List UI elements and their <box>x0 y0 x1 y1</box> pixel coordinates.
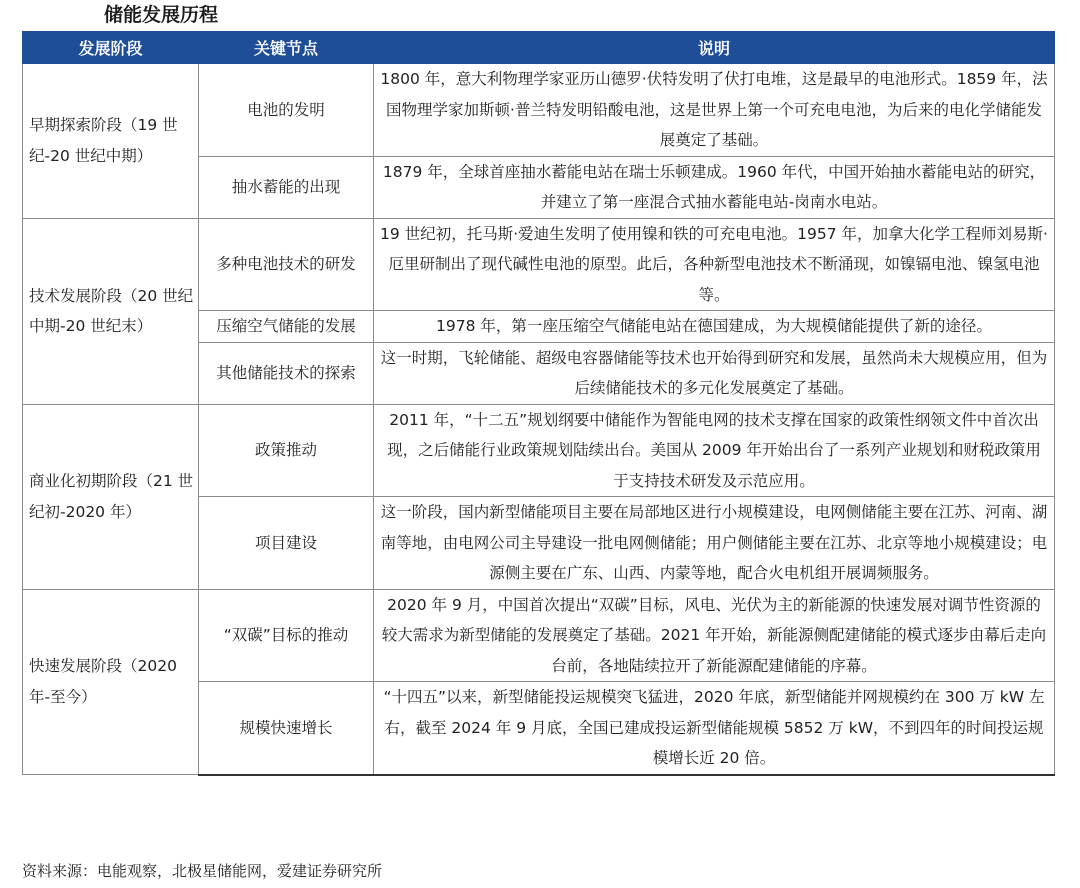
node-cell: 电池的发明 <box>199 64 374 157</box>
table-row <box>23 404 1055 497</box>
table-row <box>23 64 1055 157</box>
desc-cell: 1879 年，全球首座抽水蓄能电站在瑞士乐顿建成。1960 年代，中国开始抽水蓄能电站的研究，并建立了第一座混合式抽水蓄能电站-岗南水电站。 <box>374 156 1055 218</box>
desc-cell: 1978 年，第一座压缩空气储能电站在德国建成，为大规模储能提供了新的途径。 <box>374 311 1055 343</box>
desc-cell: 1800 年，意大利物理学家亚历山德罗·伏特发明了伏打电堆，这是最早的电池形式。1859 年，法国物理学家加斯顿·普兰特发明铅酸电池，这是世界上第一个可充电电池，为后来的电化学储能发展奠定了基础。 <box>374 64 1055 157</box>
desc-cell: “十四五”以来，新型储能投运规模突飞猛进，2020 年底，新型储能并网规模约在 300 万 kW 左右，截至 2024 年 9 月底，全国已建成投运新型储能规模 5852 万 kW，不到四年的时间投运规模增长近 20 倍。 <box>374 682 1055 775</box>
header-desc: 说明 <box>374 32 1055 64</box>
table-row <box>23 589 1055 682</box>
history-table <box>22 31 1055 776</box>
node-cell: 政策推动 <box>199 404 374 497</box>
desc-cell: 这一阶段，国内新型储能项目主要在局部地区进行小规模建设，电网侧储能主要在江苏、河南、湖南等地，由电网公司主导建设一批电网侧储能；用户侧储能主要在江苏、北京等地小规模建设；电源侧主要在广东、山西、内蒙等地，配合火电机组开展调频服务。 <box>374 497 1055 590</box>
stage-cell: 技术发展阶段（20 世纪中期-20 世纪末） <box>23 218 199 404</box>
table-row <box>23 218 1055 311</box>
node-cell: 多种电池技术的研发 <box>199 218 374 311</box>
stage-cell: 商业化初期阶段（21 世纪初-2020 年） <box>23 404 199 589</box>
desc-cell: 2011 年，“十二五”规划纲要中储能作为智能电网的技术支撑在国家的政策性纲领文件中首次出现，之后储能行业政策规划陆续出台。美国从 2009 年开始出台了一系列产业规划和财税政策用于支持技术研发及示范应用。 <box>374 404 1055 497</box>
stage-cell: 快速发展阶段（2020 年-至今） <box>23 589 199 775</box>
desc-cell: 19 世纪初，托马斯·爱迪生发明了使用镍和铁的可充电电池。1957 年，加拿大化学工程师刘易斯·厄里研制出了现代碱性电池的原型。此后，各种新型电池技术不断涌现，如镍镉电池、镍氢电池等。 <box>374 218 1055 311</box>
node-cell: 项目建设 <box>199 497 374 590</box>
node-cell: 压缩空气储能的发展 <box>199 311 374 343</box>
stage-cell: 早期探索阶段（19 世纪-20 世纪中期） <box>23 64 199 219</box>
desc-cell: 这一时期，飞轮储能、超级电容器储能等技术也开始得到研究和发展，虽然尚未大规模应用，但为后续储能技术的多元化发展奠定了基础。 <box>374 342 1055 404</box>
header-row <box>23 32 1055 64</box>
node-cell: “双碳”目标的推动 <box>199 589 374 682</box>
header-node: 关键节点 <box>199 32 374 64</box>
desc-cell: 2020 年 9 月，中国首次提出“双碳”目标，风电、光伏为主的新能源的快速发展对调节性资源的较大需求为新型储能的发展奠定了基础。2021 年开始，新能源侧配建储能的模式逐步由幕后走向台前，各地陆续拉开了新能源配建储能的序幕。 <box>374 589 1055 682</box>
source-note: 资料来源：电能观察，北极星储能网，爱建证券研究所 <box>22 862 383 880</box>
table-title: 储能发展历程 <box>104 4 219 26</box>
header-stage: 发展阶段 <box>23 32 199 64</box>
node-cell: 抽水蓄能的出现 <box>199 156 374 218</box>
node-cell: 规模快速增长 <box>199 682 374 775</box>
node-cell: 其他储能技术的探索 <box>199 342 374 404</box>
